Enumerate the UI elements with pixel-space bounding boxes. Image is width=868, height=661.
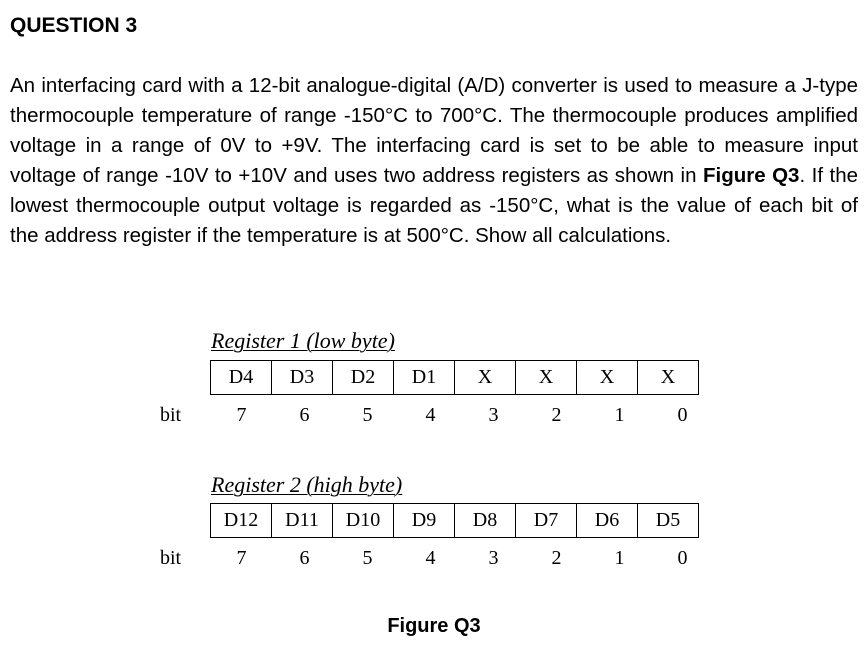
register2-bit-number: 7 <box>236 547 247 569</box>
register1-cell: X <box>455 361 516 395</box>
register1-cell: D2 <box>333 361 394 395</box>
question-text-part2: . If the lowest thermocouple output voltage is regarded as -150°C, what is the value of each bit of the address register if the temperature is at 500°C. Show all calculations. <box>10 164 858 247</box>
register1-row <box>211 361 699 395</box>
register2-bit-number: 5 <box>362 547 373 569</box>
register2-cell: D6 <box>577 504 638 538</box>
register1-bit-number: 4 <box>425 404 436 426</box>
register2-table <box>210 503 699 538</box>
register1-bit-number: 1 <box>614 404 625 426</box>
register2-cell: D8 <box>455 504 516 538</box>
register2-cell: D11 <box>272 504 333 538</box>
register1-bit-number: 3 <box>488 404 499 426</box>
register2-cell: D7 <box>516 504 577 538</box>
register2-cell: D12 <box>211 504 272 538</box>
register1-bit-label: bit <box>160 404 182 426</box>
register2-bit-number: 3 <box>488 547 499 569</box>
register1-bit-number: 5 <box>362 404 373 426</box>
register1-cell: D3 <box>272 361 333 395</box>
register1-bit-number: 7 <box>236 404 247 426</box>
register1-cell: X <box>516 361 577 395</box>
register2-bit-number: 6 <box>299 547 310 569</box>
register1-cell: D4 <box>211 361 272 395</box>
register1-cell: D1 <box>394 361 455 395</box>
register2-cell: D5 <box>638 504 699 538</box>
register1-cell: X <box>577 361 638 395</box>
register1-bit-row <box>160 404 714 427</box>
question-text <box>10 71 858 251</box>
register2-bit-number: 1 <box>614 547 625 569</box>
register2-bit-row <box>160 547 714 570</box>
register2-bit-label: bit <box>160 547 182 569</box>
register2-bit-number: 4 <box>425 547 436 569</box>
register2-title: Register 2 (high byte) <box>211 472 403 497</box>
register2-bit-number: 2 <box>551 547 562 569</box>
question-title: QUESTION 3 <box>10 14 138 37</box>
figure-reference: Figure Q3 <box>702 164 800 187</box>
register1-bit-number: 0 <box>677 404 688 426</box>
question-text-part1: An interfacing card with a 12-bit analogue-digital (A/D) converter is used to measure a J-type thermocouple temperature of range -150°C to 700°C. The thermocouple produces amplified voltage in a range of 0V to +9V. The interfacing card is set to be able to measure input voltage of range -10V to +10V and uses two address registers as shown in <box>10 74 858 187</box>
register2-row <box>211 504 699 538</box>
figure-caption: Figure Q3 <box>387 615 481 637</box>
register1-title: Register 1 (low byte) <box>211 328 395 353</box>
register1-bit-number: 2 <box>551 404 562 426</box>
register2-cell: D9 <box>394 504 455 538</box>
register2-bit-number: 0 <box>677 547 688 569</box>
register1-table <box>210 360 699 395</box>
register2-cell: D10 <box>333 504 394 538</box>
register1-cell: X <box>638 361 699 395</box>
register1-bit-number: 6 <box>299 404 310 426</box>
